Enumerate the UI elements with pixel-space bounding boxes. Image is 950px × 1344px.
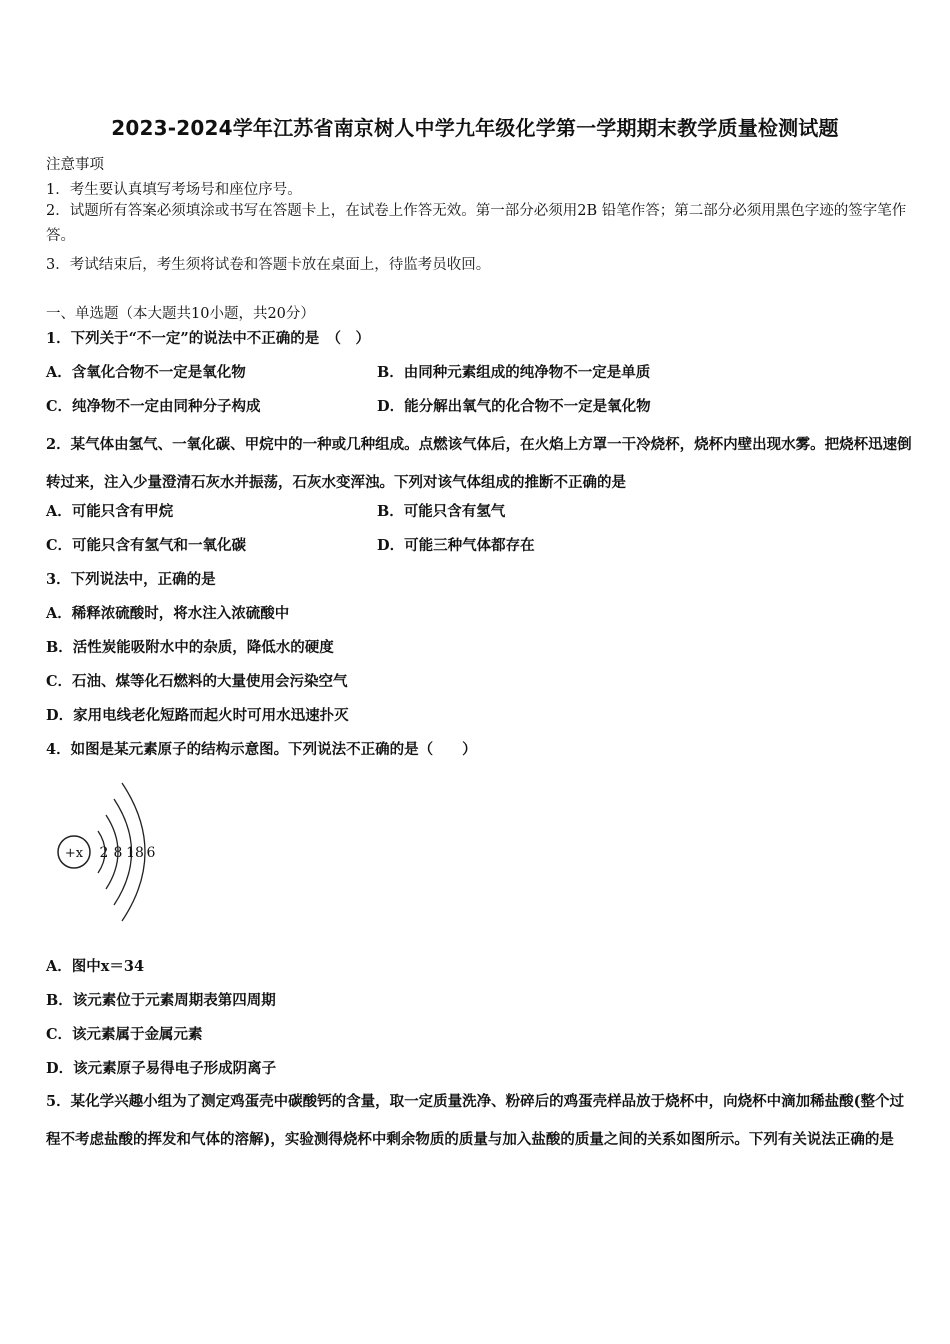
q3-stem: 3．下列说法中，正确的是 [46,571,216,588]
q4-option-b: B．该元素位于元素周期表第四周期 [46,992,276,1009]
page-title: 2023-2024学年江苏省南京树人中学九年级化学第一学期期末教学质量检测试题 [111,116,839,140]
q1-option-b: B．由同种元素组成的纯净物不一定是单质 [377,364,651,381]
notice-item-2: 2．试题所有答案必须填涂或书写在答题卡上，在试卷上作答无效。第一部分必须用2B 铅笔作答；第二部分必须用黑色字迹的签字笔作答。 [46,203,907,244]
q1-option-c: C．纯净物不一定由同种分子构成 [46,398,261,415]
q4-option-a: A．图中x＝34 [46,958,145,975]
shell-electrons-2: 8 [113,845,123,861]
q4-option-d: D．该元素原子易得电子形成阴离子 [46,1060,277,1077]
notice-item-1: 1．考生要认真填写考场号和座位序号。 [46,182,302,198]
shell-electrons-1: 2 [99,845,109,861]
q3-option-b: B．活性炭能吸附水中的杂质，降低水的硬度 [46,639,334,656]
q2-stem: 2．某气体由氢气、一氧化碳、甲烷中的一种或几种组成。点燃该气体后，在火焰上方罩一干冷烧杯，烧杯内壁出现水雾。把烧杯迅速倒转过来，注入少量澄清石灰水并振荡，石灰水变浑浊。下列对该气体组成的推断不正确的是 [46,436,912,491]
q4-option-c: C．该元素属于金属元素 [46,1026,203,1043]
q1-stem: 1．下列关于“不一定”的说法中不正确的是 （ ） [46,330,371,347]
notice-heading: 注意事项 [46,157,104,173]
q2-option-c: C．可能只含有氢气和一氧化碳 [46,537,247,554]
q3-option-a: A．稀释浓硫酸时，将水注入浓硫酸中 [46,605,290,622]
section-heading: 一、单选题（本大题共10小题，共20分） [46,306,315,322]
shell-electrons-4: 6 [146,845,156,861]
q2-option-b: B．可能只含有氢气 [377,503,506,520]
q1-option-d: D．能分解出氧气的化合物不一定是氧化物 [377,398,651,415]
q2-option-a: A．可能只含有甲烷 [46,503,174,520]
q3-option-d: D．家用电线老化短路而起火时可用水迅速扑灭 [46,707,349,724]
shell-electrons-3: 18 [126,845,144,861]
q5-stem: 5．某化学兴趣小组为了测定鸡蛋壳中碳酸钙的含量，取一定质量洗净、粉碎后的鸡蛋壳样品放于烧杯中，向烧杯中滴加稀盐酸(整个过程不考虑盐酸的挥发和气体的溶解)，实验测得烧杯中剩余物质的质量与加入盐酸的质量之间的关系如图所示。下列有关说法正确的是 [46,1093,904,1148]
notice-item-3: 3．考试结束后，考生须将试卷和答题卡放在桌面上，待监考员收回。 [46,257,491,273]
q1-option-a: A．含氧化合物不一定是氧化物 [46,364,246,381]
q2-option-d: D．可能三种气体都存在 [377,537,535,554]
q3-option-c: C．石油、煤等化石燃料的大量使用会污染空气 [46,673,348,690]
atom-structure-diagram [50,775,170,930]
q4-stem: 4．如图是某元素原子的结构示意图。下列说法不正确的是（ ） [46,741,477,758]
nucleus-label: +x [64,846,84,861]
